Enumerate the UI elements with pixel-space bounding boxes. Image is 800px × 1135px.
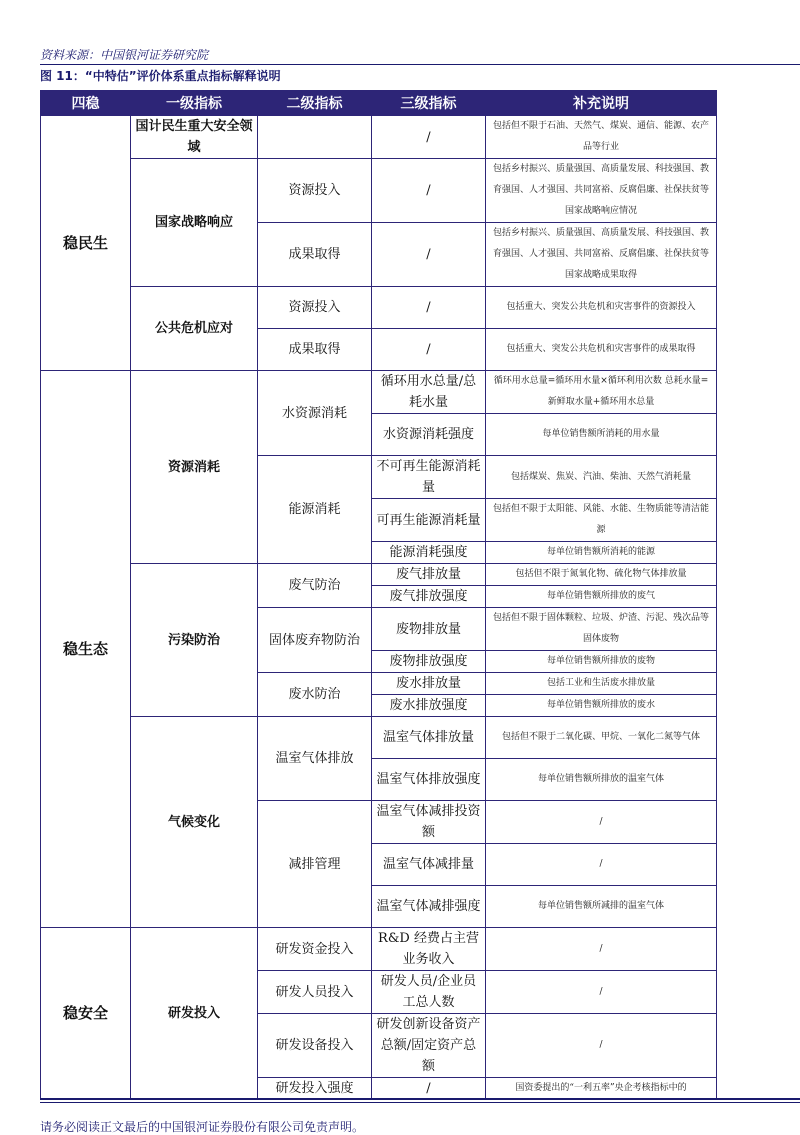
table-cell: /	[372, 329, 486, 371]
table-cell: 国计民生重大安全领域	[131, 116, 258, 159]
table-cell: /	[372, 1078, 486, 1100]
table-row	[41, 116, 717, 159]
table-cell: 水资源消耗强度	[372, 414, 486, 456]
source-note: 资料来源：中国银河证券研究院	[40, 48, 209, 62]
header-cell: 一级指标	[131, 91, 258, 116]
table-cell: 每单位销售额所排放的废物	[486, 651, 717, 673]
table-cell: /	[372, 287, 486, 329]
table-cell: 研发设备投入	[258, 1014, 372, 1078]
table-body	[41, 116, 717, 1100]
table-cell: 资源投入	[258, 159, 372, 223]
table-cell: 水资源消耗	[258, 371, 372, 456]
table-cell: 废水排放强度	[372, 695, 486, 717]
table-cell: /	[486, 844, 717, 886]
table-cell: 每单位销售额所消耗的能源	[486, 542, 717, 564]
table-cell: /	[372, 223, 486, 287]
table-cell: 稳安全	[41, 928, 131, 1100]
table-cell: 每单位销售额所减排的温室气体	[486, 886, 717, 928]
table-cell: 每单位销售额所排放的废水	[486, 695, 717, 717]
header-cell: 三级指标	[372, 91, 486, 116]
table-row	[41, 371, 717, 414]
table-cell: 气候变化	[131, 717, 258, 928]
table-cell: 废物排放强度	[372, 651, 486, 673]
table-cell: 减排管理	[258, 801, 372, 928]
table-cell: 温室气体减排投资额	[372, 801, 486, 844]
table-cell: 研发创新设备资产总额/固定资产总额	[372, 1014, 486, 1078]
footer-disclaimer: 请务必阅读正文最后的中国银河证券股份有限公司免责声明。	[40, 1120, 365, 1134]
table-cell: 研发人员投入	[258, 971, 372, 1014]
table-cell: 成果取得	[258, 329, 372, 371]
table-cell: 能源消耗强度	[372, 542, 486, 564]
table-cell: 能源消耗	[258, 456, 372, 564]
table-cell: 温室气体排放	[258, 717, 372, 801]
table-cell: 研发投入	[131, 928, 258, 1100]
table-cell: 废气排放强度	[372, 586, 486, 608]
table-header-row	[41, 91, 717, 116]
table-cell: 包括工业和生活废水排放量	[486, 673, 717, 695]
table-cell: 资源投入	[258, 287, 372, 329]
table-cell: 包括但不限于固体颗粒、垃圾、炉渣、污泥、残次品等固体废物	[486, 608, 717, 651]
table-cell: 可再生能源消耗量	[372, 499, 486, 542]
table-cell: 废水排放量	[372, 673, 486, 695]
table-cell: 资源消耗	[131, 371, 258, 564]
header-cell: 四稳	[41, 91, 131, 116]
table-row	[41, 287, 717, 329]
table-cell: 包括重大、突发公共危机和灾害事件的成果取得	[486, 329, 717, 371]
table-cell: 稳生态	[41, 371, 131, 928]
table-cell: 不可再生能源消耗量	[372, 456, 486, 499]
table-cell: 公共危机应对	[131, 287, 258, 371]
table-cell: 温室气体排放强度	[372, 759, 486, 801]
header-cell: 补充说明	[486, 91, 717, 116]
bottom-divider	[40, 1098, 800, 1100]
table-cell: 研发人员/企业员工总人数	[372, 971, 486, 1014]
table-cell: /	[372, 116, 486, 159]
table-cell: 国资委提出的“一利五率”央企考核指标中的	[486, 1078, 717, 1100]
table-cell: 固体废弃物防治	[258, 608, 372, 673]
table-row	[41, 159, 717, 223]
table-cell: 包括但不限于氮氧化物、硫化物气体排放量	[486, 564, 717, 586]
table-cell: 包括但不限于太阳能、风能、水能、生物质能等清洁能源	[486, 499, 717, 542]
table-cell: 研发资金投入	[258, 928, 372, 971]
table-cell: /	[486, 928, 717, 971]
table-cell: 包括但不限于二氧化碳、甲烷、一氧化二氮等气体	[486, 717, 717, 759]
table-cell: /	[486, 801, 717, 844]
table-cell: 国家战略响应	[131, 159, 258, 287]
table-cell: 每单位销售额所排放的废气	[486, 586, 717, 608]
table-cell: R&D 经费占主营业务收入	[372, 928, 486, 971]
table-cell: 废水防治	[258, 673, 372, 717]
table-row	[41, 564, 717, 586]
table-cell: 污染防治	[131, 564, 258, 717]
bottom-divider-thin	[40, 1102, 800, 1103]
table-cell: /	[372, 159, 486, 223]
table-cell: /	[486, 1014, 717, 1078]
table-row	[41, 717, 717, 759]
table-cell: 循环用水总量/总耗水量	[372, 371, 486, 414]
header-cell: 二级指标	[258, 91, 372, 116]
table-cell: 成果取得	[258, 223, 372, 287]
table-cell: 包括乡村振兴、质量强国、高质量发展、科技强国、教育强国、人才强国、共同富裕、反腐倡廉、社保扶贫等国家战略成果取得	[486, 223, 717, 287]
indicator-table	[40, 90, 717, 1100]
table-cell: 包括煤炭、焦炭、汽油、柴油、天然气消耗量	[486, 456, 717, 499]
table-cell: 每单位销售额所消耗的用水量	[486, 414, 717, 456]
table-cell: /	[486, 971, 717, 1014]
table-row	[41, 928, 717, 971]
table-cell: 包括重大、突发公共危机和灾害事件的资源投入	[486, 287, 717, 329]
table-cell: 废气防治	[258, 564, 372, 608]
table-cell: 废气排放量	[372, 564, 486, 586]
figure-title: 图 11：“中特估”评价体系重点指标解释说明	[40, 69, 281, 83]
top-divider	[40, 64, 800, 65]
table-cell: 研发投入强度	[258, 1078, 372, 1100]
table-cell: 温室气体排放量	[372, 717, 486, 759]
table-cell: 循环用水总量=循环用水量×循环利用次数 总耗水量=新鲜取水量+循环用水总量	[486, 371, 717, 414]
table-cell: 稳民生	[41, 116, 131, 371]
table-cell: 温室气体减排强度	[372, 886, 486, 928]
table-cell: 包括乡村振兴、质量强国、高质量发展、科技强国、教育强国、人才强国、共同富裕、反腐倡廉、社保扶贫等国家战略响应情况	[486, 159, 717, 223]
table-cell: 包括但不限于石油、天然气、煤炭、通信、能源、农产品等行业	[486, 116, 717, 159]
table-cell: 废物排放量	[372, 608, 486, 651]
table-cell: 温室气体减排量	[372, 844, 486, 886]
table-cell	[258, 116, 372, 159]
table-cell: 每单位销售额所排放的温室气体	[486, 759, 717, 801]
